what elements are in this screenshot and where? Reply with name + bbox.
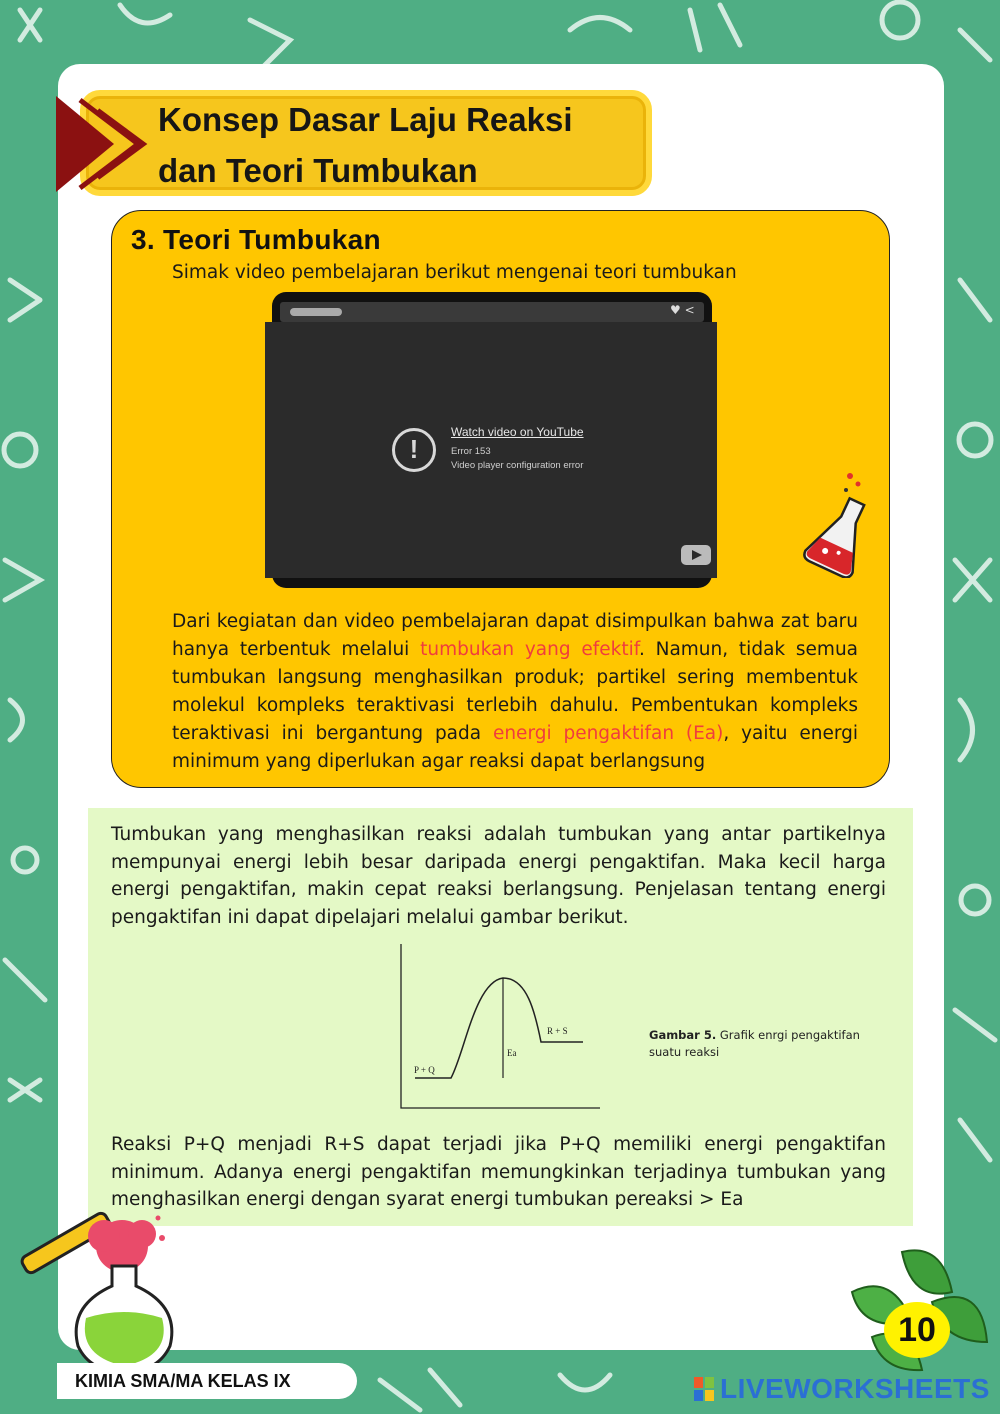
book-label: KIMIA SMA/MA KELAS IX: [57, 1363, 357, 1399]
reactant-label: P + Q: [414, 1065, 435, 1075]
caption-label: Gambar 5.: [649, 1028, 717, 1042]
flask-icon: [800, 468, 870, 578]
activation-energy-graph: [395, 942, 605, 1114]
video-player[interactable]: [265, 322, 717, 578]
liveworksheets-brand[interactable]: LIVEWORKSHEETS: [720, 1373, 990, 1404]
highlight-activation-energy: energi pengaktifan (Ea): [492, 723, 724, 744]
ea-label: Ea: [507, 1048, 517, 1058]
title-line-1: Konsep Dasar Laju Reaksi: [158, 101, 573, 138]
section-title: 3. Teori Tumbukan: [131, 224, 381, 255]
summary-text-3: , yaitu energi minimum yang diperlukan agar reaksi dapat berlangsung: [172, 723, 858, 772]
explanation-paragraph-2: Reaksi P+Q menjadi R+S dapat terjadi jika P+Q memiliki energi pengaktifan minimum. Adanya energi pengaktifan memungkinkan terjadinya tumbukan yang menghasilkan energi dengan syarat energi tumbukan pereaksi > Ea: [111, 1134, 886, 1210]
summary-text-2: . Namun, tidak semua tumbukan langsung menghasilkan produk; partikel sering membentuk molekul kompleks teraktivasi terlebih dahulu. Pembentukan kompleks teraktivasi ini bergantung pada: [172, 639, 859, 744]
page-title: [158, 94, 638, 196]
summary-text-1: Dari kegiatan dan video pembelajaran dapat disimpulkan bahwa zat baru hanya terbentuk melalui: [172, 611, 858, 660]
product-label: R + S: [547, 1026, 568, 1036]
figure-caption: [649, 1027, 879, 1061]
page-number: 10: [884, 1302, 950, 1358]
explanation-paragraph-1: Tumbukan yang menghasilkan reaksi adalah tumbukan yang antar partikelnya mempunyai energi lebih besar daripada energi pengaktifan. Maka kecil harga energi pengaktifan, makin cepat reaksi berlangsung. Penjelasan tentang energi pengaktifan ini dapat dipelajari melalui gambar berikut.: [111, 824, 886, 928]
summary-paragraph: [172, 608, 858, 776]
beaker-illustration-icon: [12, 1206, 202, 1376]
graph-axes: [401, 944, 600, 1108]
caption-text: Grafik enrgi pengaktifan suatu reaksi: [649, 1028, 860, 1059]
error-icon: !: [392, 428, 436, 472]
video-top-bar: [280, 302, 704, 322]
highlight-effective-collision: tumbukan yang efektif: [420, 639, 639, 660]
video-title-placeholder: [290, 308, 342, 316]
liveworksheets-logo-icon: [694, 1377, 714, 1401]
share-icon[interactable]: ♥ <: [670, 303, 695, 317]
chevron-arrows-icon: [56, 96, 156, 192]
youtube-logo-icon[interactable]: [681, 545, 711, 565]
watch-on-youtube-link[interactable]: Watch video on YouTube: [451, 425, 584, 439]
error-message: Video player configuration error: [451, 460, 584, 471]
error-code: Error 153: [451, 446, 491, 457]
title-line-2: dan Teori Tumbukan: [158, 152, 478, 189]
section-intro: Simak video pembelajaran berikut mengenai teori tumbukan: [172, 262, 737, 283]
